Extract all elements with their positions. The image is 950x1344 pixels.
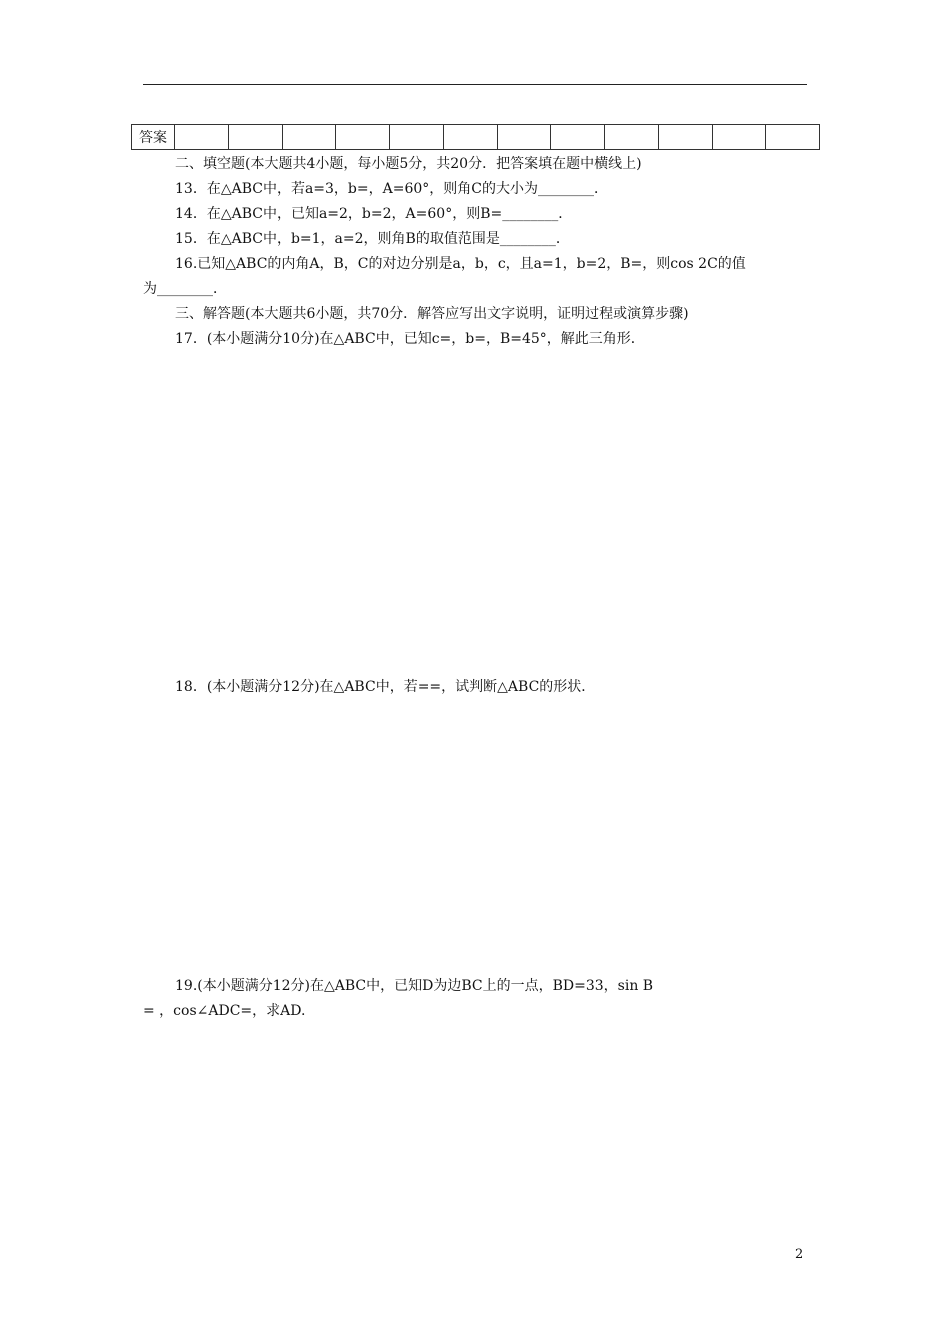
- answer-cell[interactable]: [658, 125, 712, 150]
- question-17: 17．(本小题满分10分)在△ABC中，已知c=，b=，B=45°，解此三角形．: [175, 331, 645, 347]
- question-16-line1: 16.已知△ABC的内角A，B，C的对边分别是a，b，c，且a=1，b=2，B=，则cos 2C的值: [175, 256, 746, 272]
- question-13: 13．在△ABC中，若a=3，b=，A=60°，则角C的大小为________．: [175, 181, 608, 197]
- answer-table-label: 答案: [132, 125, 175, 150]
- answer-cell[interactable]: [282, 125, 336, 150]
- section2-header: 二、填空题(本大题共4小题，每小题5分，共20分．把答案填在题中横线上): [175, 156, 642, 172]
- answer-cell[interactable]: [497, 125, 551, 150]
- answer-cell[interactable]: [228, 125, 282, 150]
- question-19-line1: 19.(本小题满分12分)在△ABC中，已知D为边BC上的一点，BD=33，sin B: [175, 978, 654, 994]
- section3-header: 三、解答题(本大题共6小题，共70分．解答应写出文字说明，证明过程或演算步骤): [175, 306, 689, 322]
- answer-cell[interactable]: [390, 125, 444, 150]
- header-rule: [143, 84, 807, 85]
- answer-cell[interactable]: [175, 125, 229, 150]
- page-number: 2: [795, 1247, 804, 1262]
- question-16-line2: 为________．: [143, 281, 227, 297]
- answer-table: [131, 124, 820, 150]
- answer-cell[interactable]: [336, 125, 390, 150]
- question-19-line2: = ，cos∠ADC=，求AD.: [143, 1003, 306, 1019]
- question-18: 18．(本小题满分12分)在△ABC中，若==，试判断△ABC的形状．: [175, 679, 596, 695]
- question-14: 14．在△ABC中，已知a=2，b=2，A=60°，则B=________．: [175, 206, 573, 222]
- answer-cell[interactable]: [443, 125, 497, 150]
- question-15: 15．在△ABC中，b=1，a=2，则角B的取值范围是________．: [175, 231, 570, 247]
- answer-cell[interactable]: [766, 125, 820, 150]
- answer-cell[interactable]: [551, 125, 605, 150]
- answer-cell[interactable]: [712, 125, 766, 150]
- answer-cell[interactable]: [605, 125, 659, 150]
